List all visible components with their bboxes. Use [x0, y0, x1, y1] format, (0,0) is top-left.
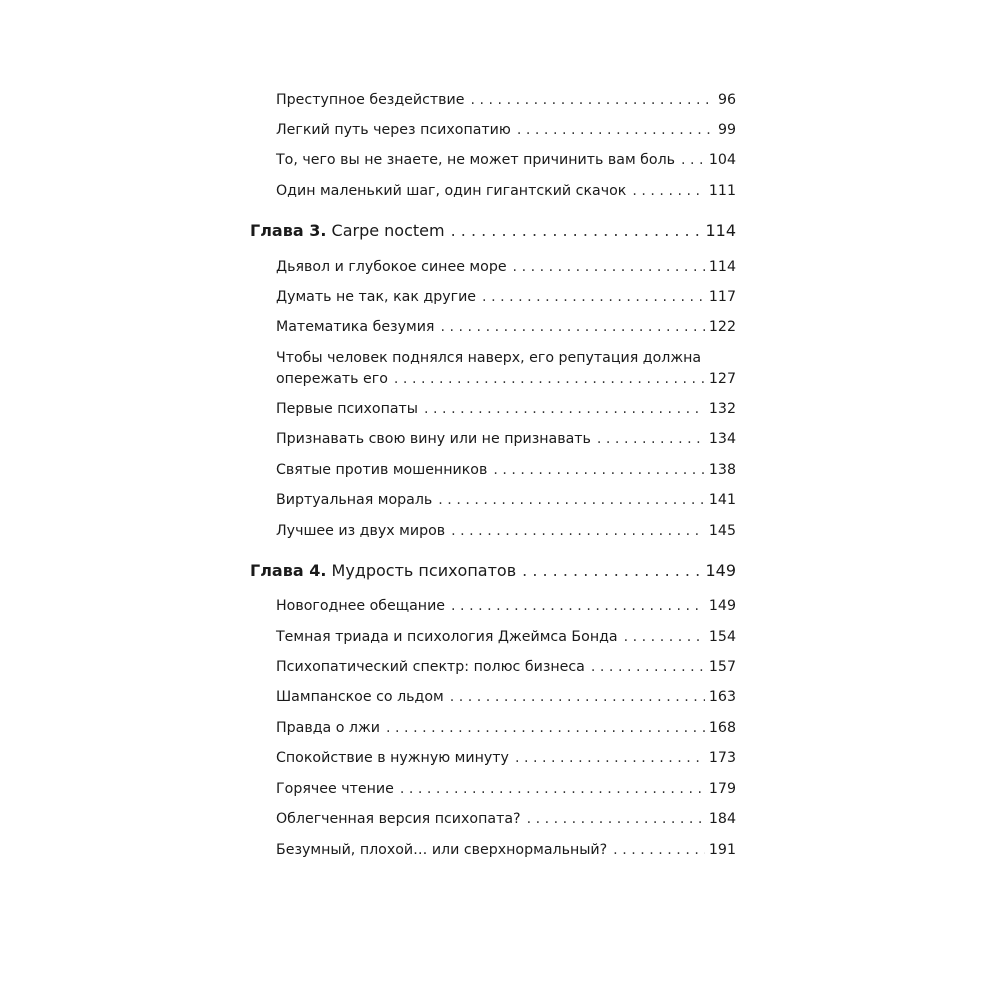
toc-entry-title: Первые психопаты [276, 401, 419, 417]
toc-entry-page: 122 [708, 319, 736, 335]
toc-entry-title: Темная триада и психология Джеймса Бонда [276, 629, 618, 645]
toc-entry-page: 138 [708, 462, 736, 478]
toc-entry-title: Признавать свою вину или не признавать [276, 431, 591, 447]
dot-leader [471, 90, 714, 110]
toc-entry-title: Легкий путь через психопатию [276, 122, 511, 138]
toc-entry-page: 191 [708, 842, 736, 858]
toc-entry-page: 149 [708, 598, 736, 614]
toc-entry-title: Лучшее из двух миров [276, 523, 446, 539]
toc-entry-title: Думать не так, как другие [276, 289, 477, 305]
toc-entry-page: 96 [717, 92, 736, 108]
dot-leader [597, 429, 705, 449]
toc-entry-title: То, чего вы не знаете, не может причинить вам боль [276, 152, 676, 168]
chapter-number: Глава 3. [250, 221, 327, 240]
toc-entry [276, 779, 736, 799]
toc-entry [276, 687, 736, 707]
toc-entry-title: Виртуальная мораль [276, 492, 433, 508]
toc-entry-page: 132 [708, 401, 736, 417]
dot-leader [450, 687, 705, 707]
chapter-title: Carpe noctem [331, 221, 445, 240]
toc-entry [276, 369, 736, 389]
toc-entry-title: Безумный, плохой… или сверхнормальный? [276, 842, 608, 858]
dot-leader [451, 521, 705, 541]
toc-entry [276, 840, 736, 860]
toc-chapter-3 [250, 221, 736, 241]
toc-entry-page: 117 [708, 289, 736, 305]
toc-entry-page: 149 [705, 561, 736, 580]
chapter-title: Мудрость психопатов [331, 561, 517, 580]
toc-entry-page: 173 [708, 750, 736, 766]
dot-leader [424, 399, 705, 419]
toc-entry-title: Правда о лжи [276, 720, 381, 736]
toc-entry [276, 90, 736, 110]
dot-leader [482, 287, 705, 307]
toc-entry [276, 150, 736, 170]
dot-leader [440, 317, 704, 337]
dot-leader [386, 718, 705, 738]
toc-entry [276, 809, 736, 829]
dot-leader [522, 561, 701, 581]
toc-entry-title: Математика безумия [276, 319, 435, 335]
toc-entry [276, 627, 736, 647]
toc-entry [276, 120, 736, 140]
toc-entry-page: 127 [708, 371, 736, 387]
toc-entry [276, 257, 736, 277]
toc-entry-title: Дьявол и глубокое синее море [276, 259, 507, 275]
dot-leader [624, 627, 705, 647]
dot-leader [527, 809, 705, 829]
toc-entry-title: Преступное бездействие [276, 92, 465, 108]
toc-entry [276, 521, 736, 541]
dot-leader [451, 596, 705, 616]
dot-leader [400, 779, 705, 799]
toc-entry-page: 114 [708, 259, 736, 275]
toc-entry [276, 748, 736, 768]
dot-leader [517, 120, 714, 140]
toc-entry-page: 99 [717, 122, 736, 138]
dot-leader [451, 221, 702, 241]
toc-entry-line1 [276, 348, 736, 368]
dot-leader [632, 181, 705, 201]
toc-entry [276, 317, 736, 337]
toc-entry [276, 287, 736, 307]
toc-entry-page: 168 [708, 720, 736, 736]
toc-entry-title: Шампанское со льдом [276, 689, 444, 705]
toc-entry-title: Чтобы человек поднялся наверх, его репутация должна [276, 350, 702, 366]
toc-entry-page: 154 [708, 629, 736, 645]
toc-entry-page: 157 [708, 659, 736, 675]
table-of-contents [250, 0, 738, 1000]
toc-entry [276, 460, 736, 480]
toc-entry [276, 596, 736, 616]
toc-entry [276, 718, 736, 738]
dot-leader [613, 840, 705, 860]
toc-entry-title: Один маленький шаг, один гигантский скачок [276, 183, 627, 199]
dot-leader [493, 460, 705, 480]
toc-entry-page: 184 [708, 811, 736, 827]
toc-entry-title: опережать его [276, 371, 388, 387]
toc-entry-title: Спокойствие в нужную минуту [276, 750, 509, 766]
toc-chapter-4 [250, 561, 736, 581]
toc-entry-title: Психопатический спектр: полюс бизнеса [276, 659, 585, 675]
toc-entry-title: Святые против мошенников [276, 462, 488, 478]
toc-entry [276, 490, 736, 510]
toc-entry-page: 111 [708, 183, 736, 199]
toc-entry-page: 104 [708, 152, 736, 168]
toc-entry [276, 181, 736, 201]
toc-entry [276, 399, 736, 419]
toc-entry [276, 657, 736, 677]
dot-leader [515, 748, 705, 768]
toc-entry-page: 114 [705, 221, 736, 240]
dot-leader [394, 369, 705, 389]
dot-leader [681, 150, 705, 170]
dot-leader [438, 490, 705, 510]
dot-leader [591, 657, 705, 677]
dot-leader [513, 257, 705, 277]
toc-entry-page: 134 [708, 431, 736, 447]
toc-entry-page: 145 [708, 523, 736, 539]
chapter-number: Глава 4. [250, 561, 327, 580]
toc-entry-title: Облегченная версия психопата? [276, 811, 521, 827]
toc-entry [276, 429, 736, 449]
toc-entry-title: Новогоднее обещание [276, 598, 446, 614]
toc-entry-title: Горячее чтение [276, 781, 394, 797]
toc-entry-page: 141 [708, 492, 736, 508]
toc-entry-page: 163 [708, 689, 736, 705]
toc-entry-page: 179 [708, 781, 736, 797]
